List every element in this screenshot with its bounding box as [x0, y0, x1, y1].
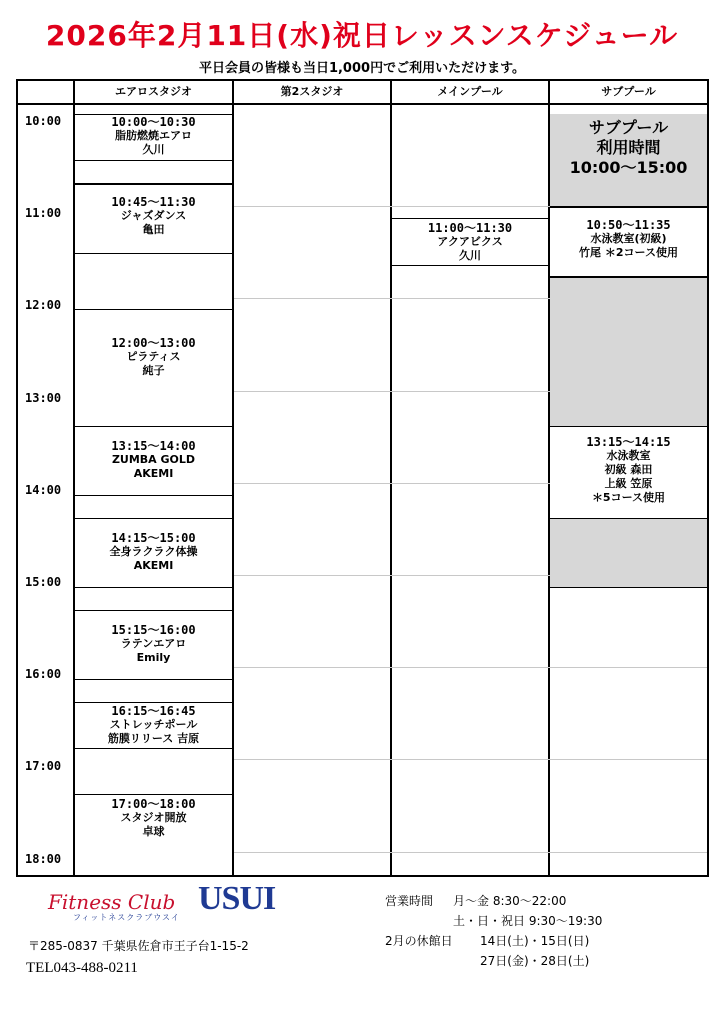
lesson-time: 13:15〜14:00 [111, 439, 196, 453]
lesson-instructor: Emily [136, 651, 171, 664]
lesson-instructor: 亀田 [142, 223, 165, 236]
time-label: 11:00 [25, 206, 62, 220]
time-label: 17:00 [25, 759, 62, 773]
time-label: 16:00 [25, 667, 62, 681]
closed-label: 2月の休館日 [385, 934, 453, 948]
lesson-time: 12:00〜13:00 [111, 336, 196, 350]
lesson-time: 14:15〜15:00 [111, 531, 196, 545]
sub-pool-hours-label: 利用時間 [596, 138, 661, 157]
empty-cell [75, 160, 232, 184]
divider [232, 81, 234, 875]
time-label: 13:00 [25, 391, 62, 405]
lesson-instructor: AKEMI [133, 467, 174, 480]
lesson-cell [75, 794, 232, 846]
lesson-note: ＊5コース使用 [591, 491, 666, 504]
divider [390, 81, 392, 875]
lesson-time: 11:00〜11:30 [427, 221, 513, 235]
lesson-cell [75, 426, 232, 496]
lesson-name: スタジオ開放 [120, 811, 187, 824]
sub-pool-hours-value: 10:00〜15:00 [569, 158, 688, 177]
lesson-cell [75, 518, 232, 588]
lesson-instructor: 筋膜リリース 吉原 [107, 732, 200, 745]
phone: TEL043-488-0211 [26, 960, 138, 976]
lesson-time: 10:45〜11:30 [111, 195, 196, 209]
time-label: 10:00 [25, 114, 62, 128]
gray-block [550, 518, 707, 588]
lesson-name: 全身ラクラク体操 [109, 545, 198, 558]
lesson-name: 水泳教室(初級) [590, 232, 667, 245]
lesson-instructor: 純子 [142, 364, 165, 377]
lesson-cell [392, 218, 548, 266]
club-logo [48, 880, 278, 924]
lesson-name: 脂肪燃焼エアロ [115, 129, 192, 142]
closed-days: 14日(土)・15日(日) [480, 934, 590, 948]
lesson-name: アクアビクス [437, 235, 503, 248]
page-title: 2026年2月11日(水)祝日レッスンスケジュール [45, 19, 679, 52]
sub-pool-heading: サブプール [588, 118, 669, 137]
time-label: 15:00 [25, 575, 62, 589]
lesson-cell [75, 184, 232, 254]
lesson-cell [75, 309, 232, 427]
logo-script: Fitness Club [48, 890, 176, 914]
time-label: 14:00 [25, 483, 62, 497]
lesson-name: ピラティス [126, 350, 181, 363]
lesson-name: ZUMBA GOLD [111, 453, 196, 466]
lesson-cell [75, 114, 232, 161]
lesson-name: 水泳教室 [606, 449, 651, 462]
hours-label: 営業時間 [385, 894, 434, 908]
column-header-aero: エアロスタジオ [75, 81, 232, 105]
column-header-main-pool: メインプール [392, 81, 548, 105]
hours-weekday: 月〜金 8:30〜22:00 [453, 894, 567, 908]
sub-pool-hours-block [550, 114, 707, 207]
lesson-time: 17:00〜18:00 [111, 797, 196, 811]
logo-kana: フィットネスクラブウスイ [73, 913, 180, 922]
lesson-instructor: AKEMI [133, 559, 174, 572]
lesson-instructor: 久川 [142, 143, 165, 156]
lesson-instructor: 久川 [459, 249, 481, 262]
lesson-time: 13:15〜14:15 [586, 435, 671, 449]
lesson-cell [75, 702, 232, 749]
lesson-cell [75, 610, 232, 680]
lesson-cell [550, 207, 707, 277]
time-label: 12:00 [25, 298, 62, 312]
lesson-cell [550, 426, 707, 519]
lesson-name: ストレッチポール [109, 718, 198, 731]
hour-gridline [234, 759, 707, 760]
column-header-studio2: 第2スタジオ [234, 81, 390, 105]
lesson-time: 10:00〜10:30 [111, 115, 196, 129]
lesson-time: 10:50〜11:35 [586, 218, 671, 232]
lesson-instructor: 上級 笠原 [604, 477, 653, 490]
lesson-time: 15:15〜16:00 [111, 623, 196, 637]
lesson-time: 16:15〜16:45 [111, 704, 196, 718]
address: 〒285-0837 千葉県佐倉市王子台1-15-2 [28, 939, 249, 953]
logo-brand: USUI [198, 880, 276, 917]
lesson-name: ジャズダンス [120, 209, 187, 222]
lesson-instructor: 竹尾 ＊2コース使用 [579, 246, 678, 259]
hours-weekend: 土・日・祝日 9:30〜19:30 [453, 914, 603, 928]
hour-gridline [234, 667, 707, 668]
closed-days: 27日(金)・28日(土) [480, 954, 590, 968]
gray-block [550, 277, 707, 427]
page-subtitle: 平日会員の皆様も当日1,000円でご利用いただけます。 [198, 61, 526, 76]
lesson-instructor: 卓球 [142, 825, 165, 838]
column-header-sub-pool: サブプール [550, 81, 707, 105]
time-label: 18:00 [25, 852, 62, 866]
lesson-name: ラテンエアロ [120, 637, 187, 650]
lesson-instructor: 初級 森田 [604, 463, 653, 476]
hour-gridline [234, 852, 707, 853]
